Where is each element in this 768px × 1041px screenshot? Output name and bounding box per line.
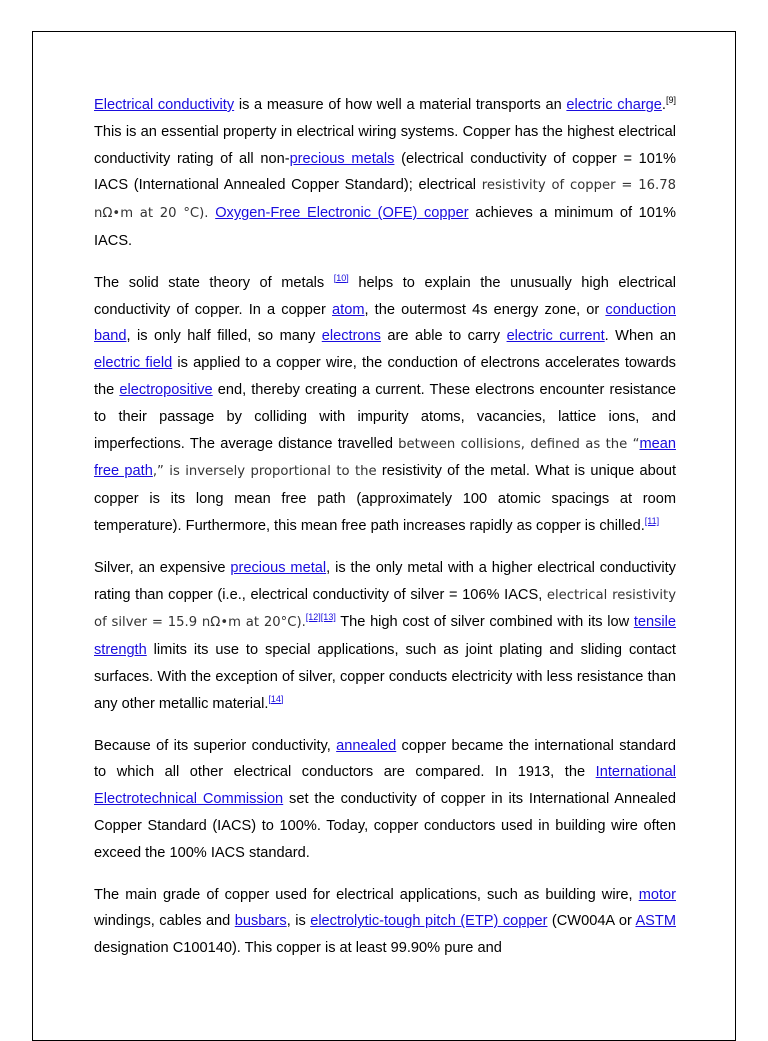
citation-link[interactable]: [10] [333,272,349,283]
text-run: , is the only metal with a higher electrical conductivity rating than copper (i.e., electrical conductivity of silver = 106% IACS, [94,559,676,603]
text-run: Because of its superior conductivity, [94,737,337,754]
hyperlink[interactable]: electric field [94,355,173,372]
text-run: windings, cables and [94,913,235,930]
text-run: , is [286,913,311,930]
paragraph-2 [94,270,676,540]
hyperlink[interactable]: Oxygen-Free Electronic (OFE) copper [215,205,469,222]
reference-superscript[interactable] [306,612,336,622]
text-run: The main grade of copper used for electrical applications, such as building wire, [94,886,639,903]
citation-link[interactable]: [14] [268,693,284,704]
text-run: set the conductivity of copper in its International Annealed Copper Standard (IACS) to 100%. Today, copper conductors used in building wire often exceed the 100% IACS standard. [94,791,677,861]
text-run: [9] [665,95,676,106]
hyperlink[interactable]: electric charge [566,97,662,113]
text-run: designation C100140). This copper is at least 99.90% pure and [94,940,502,957]
text-run: resistivity of the metal. What is unique about copper is its long mean free path (approximately 100 atomic spacings at room temperature). Furthermore, this mean free path increases rapidly as copper is chilled. [94,463,677,534]
hyperlink[interactable]: ASTM [635,913,676,930]
paragraph-4 [94,733,676,867]
text-run: This is an essential property in electrical wiring systems. Copper has the highest electrical conductivity rating of all non- [94,123,676,167]
reference-superscript[interactable] [268,694,283,704]
text-run: The high cost of silver combined with its low [335,614,634,631]
text-run: is a measure of how well a material transports an [234,97,567,113]
text-run: copper became the international standard to which all other electrical conductors are compared. In 1913, the [94,737,676,781]
reference-superscript[interactable] [334,273,349,283]
citation-link[interactable]: [11] [644,516,660,527]
text-run-alt: between collisions, defined as the “ [398,436,640,452]
text-run: (electrical conductivity of copper = 101% IACS (International Annealed Copper Standard); electrical [94,150,676,194]
hyperlink[interactable]: conduction band [94,301,676,345]
hyperlink[interactable]: Electrical conductivity [94,97,235,113]
hyperlink[interactable]: motor [638,886,676,903]
text-run: . [661,97,666,113]
hyperlink[interactable]: electrolytic-tough pitch (ETP) copper [310,913,548,930]
hyperlink[interactable]: electrons [321,328,381,345]
hyperlink[interactable]: busbars [234,913,287,930]
hyperlink[interactable]: tensile strength [94,614,676,659]
text-run-alt: electrical resistivity of silver = 15.9 nΩ•m at 20°C). [94,587,676,631]
hyperlink[interactable]: annealed [336,737,397,754]
text-run-alt: ,” is inversely proportional to the [152,464,377,480]
text-run-alt: resistivity of copper = 16.78 nΩ•m at 20 °C). [94,178,676,222]
hyperlink[interactable]: precious metals [289,150,395,167]
hyperlink[interactable]: mean free path [94,435,676,480]
text-run: , is only half filled, so many [126,328,322,345]
paragraph-3 [94,555,676,718]
paragraph-1 [94,92,676,255]
text-run: helps to explain the unusually high electrical conductivity of copper. In a copper [94,274,676,318]
hyperlink[interactable]: precious metal [230,559,327,576]
citation-link[interactable]: [12][13] [305,612,336,623]
text-run: achieves a minimum of 101% IACS. [94,205,677,249]
hyperlink[interactable]: electropositive [119,381,213,398]
text-run: . When an [604,328,677,345]
text-run: is applied to a copper wire, the conduction of electrons accelerates towards the [94,355,676,398]
text-run: limits its use to special applications, such as joint plating and sliding contact surfaces. With the exception of silver, copper conducts electricity with less resistance than any other metallic material. [94,642,676,712]
hyperlink[interactable]: electric current [506,328,605,345]
text-run: end, thereby creating a current. These electrons encounter resistance to their passage by colliding with impurity atoms, vacancies, lattice ions, and imperfections. The average distance travelled [94,381,676,452]
paragraph-5 [94,882,676,962]
hyperlink[interactable]: atom [332,301,365,318]
text-run: The solid state theory of metals [94,274,334,291]
text-run: are able to carry [380,328,507,345]
hyperlink[interactable]: International Electrotechnical Commission [94,764,676,808]
text-run: Silver, an expensive [94,559,231,576]
text-run: (CW004A or [547,913,636,930]
reference-superscript [666,95,676,105]
document-body [94,92,676,962]
text-run: , the outermost 4s energy zone, or [364,301,606,318]
document-page [32,31,736,1041]
reference-superscript[interactable] [645,516,659,526]
